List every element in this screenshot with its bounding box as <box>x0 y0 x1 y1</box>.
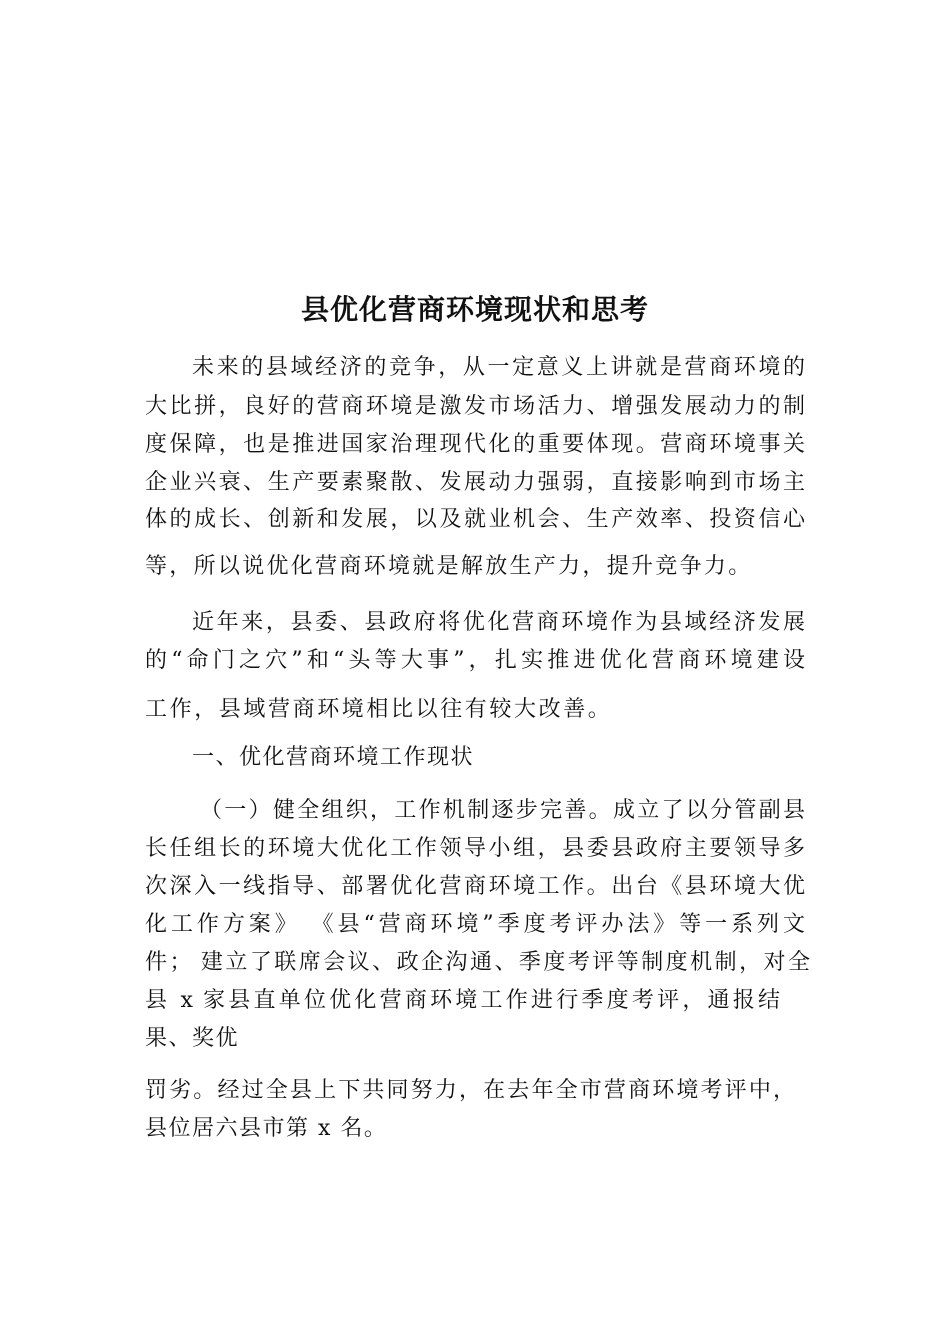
paragraph-2-line-2: 的“命门之穴”和“头等大事”，扎实推进优化营商环境建设 <box>145 648 805 673</box>
paragraph-3-line-6: 县 x 家县直单位优化营商环境工作进行季度考评，通报结 <box>145 988 780 1013</box>
paragraph-3-line-2: 长任组长的环境大优化工作领导小组，县委县政府主要领导多 <box>145 836 805 861</box>
paragraph-3-line-1: （一）健全组织，工作机制逐步完善。成立了以分管副县 <box>200 798 805 823</box>
paragraph-3-line-4: 化工作方案》 《县“营商环境”季度考评办法》等一系列文 <box>145 912 805 937</box>
paragraph-1-line-6: 等，所以说优化营商环境就是解放生产力，提升竞争力。 <box>145 554 753 579</box>
paragraph-1-line-3: 度保障，也是推进国家治理现代化的重要体现。营商环境事关 <box>145 432 805 457</box>
section-heading-1: 一、优化营商环境工作现状 <box>192 745 475 770</box>
paragraph-3-line-3: 次深入一线指导、部署优化营商环境工作。出台《县环境大优 <box>145 874 805 899</box>
document-title: 县优化营商环境现状和思考 <box>300 293 649 326</box>
paragraph-2-line-3: 工作，县域营商环境相比以往有较大改善。 <box>145 697 613 722</box>
paragraph-1-line-2: 大比拼，良好的营商环境是激发市场活力、增强发展动力的制 <box>145 394 805 419</box>
paragraph-3-line-7: 果、奖优 <box>145 1026 240 1051</box>
paragraph-1-line-1: 未来的县域经济的竞争，从一定意义上讲就是营商环境的 <box>192 355 805 380</box>
paragraph-1-line-5: 体的成长、创新和发展，以及就业机会、生产效率、投资信心 <box>145 507 805 532</box>
paragraph-4-line-2: 县位居六县市第 x 名。 <box>145 1116 388 1141</box>
paragraph-2-line-1: 近年来，县委、县政府将优化营商环境作为县域经济发展 <box>192 610 805 635</box>
paragraph-4-line-1: 罚劣。经过全县上下共同努力，在去年全市营商环境考评中， <box>145 1078 795 1103</box>
paragraph-3-line-5: 件； 建立了联席会议、政企沟通、季度考评等制度机制，对全 <box>145 950 810 975</box>
paragraph-1-line-4: 企业兴衰、生产要素聚散、发展动力强弱，直接影响到市场主 <box>145 470 805 495</box>
